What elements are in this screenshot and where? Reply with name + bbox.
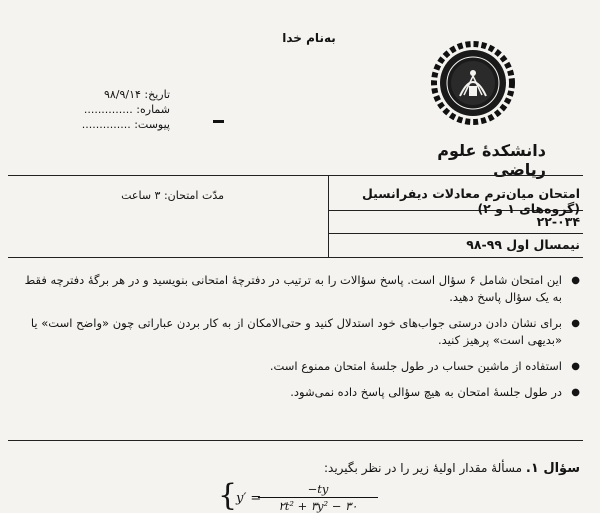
equation-lhs: y′ = [236,491,262,506]
faculty-name: دانشکدهٔ علوم ریاضی [437,141,546,179]
instruction-item: ● استفاده از ماشین حساب در طول جلسهٔ امتحان ممنوع است. [24,358,580,375]
brace-icon: { [218,478,238,513]
equation-denominator: ۲t² + ۳y² − ۳۰ [278,499,358,513]
number-value: .............. [83,103,133,116]
question-1-label: سؤال ۱. [525,461,580,476]
fraction-bar [258,497,378,498]
instruction-item: ● در طول جلسهٔ امتحان به هیچ سؤالی پاسخ داده نمی‌شود. [24,384,580,401]
university-logo-icon [430,40,516,126]
question-1-text: مسألهٔ مقدار اولیهٔ زیر را در نظر بگیرید: [324,461,523,475]
attachment-value: .............. [81,118,131,131]
instruction-item: ● برای نشان دادن درستی جواب‌های خود استدلال کنید و حتی‌الامکان از به کار بردن عباراتی چون «واضح است» یا «بدیهی است» پرهیز کنید. [24,315,580,349]
bismillah-heading: به‌نام خدا [282,31,336,45]
date-value: ۹۸/۹/۱۴ [103,88,141,101]
equation-fraction [258,482,378,513]
divider-instructions [8,440,583,441]
number-field [40,103,170,117]
divider-top [8,175,583,176]
mark-dash [213,120,224,123]
divider-vertical [328,175,329,257]
exam-title: امتحان میان‌ترم معادلات دیفرانسیل (گروه‌های ۱ و ۲) [362,186,580,216]
instruction-item: ● این امتحان شامل ۶ سؤال است. پاسخ سؤالات را به ترتیب در دفترچهٔ امتحانی بنویسید و در هر برگهٔ دفترچه فقط به یک سؤال پاسخ دهید. [24,272,580,306]
date-label: تاریخ: [144,88,170,101]
attachment-field [40,118,170,132]
question-1 [200,461,580,476]
divider-info [8,257,583,258]
question-1-equation [218,478,388,513]
number-label: شماره: [136,103,170,116]
divider-code [328,233,583,234]
instructions-list [24,272,580,410]
exam-term: نیمسال اول ۹۹-۹۸ [466,237,580,252]
exam-duration: مدّت امتحان: ۳ ساعت [121,189,224,202]
date-field [40,88,170,102]
course-code: ۲۲-۰۳۴ [536,214,580,229]
equation-numerator: −ty [307,482,329,496]
attachment-label: پیوست: [134,118,170,131]
